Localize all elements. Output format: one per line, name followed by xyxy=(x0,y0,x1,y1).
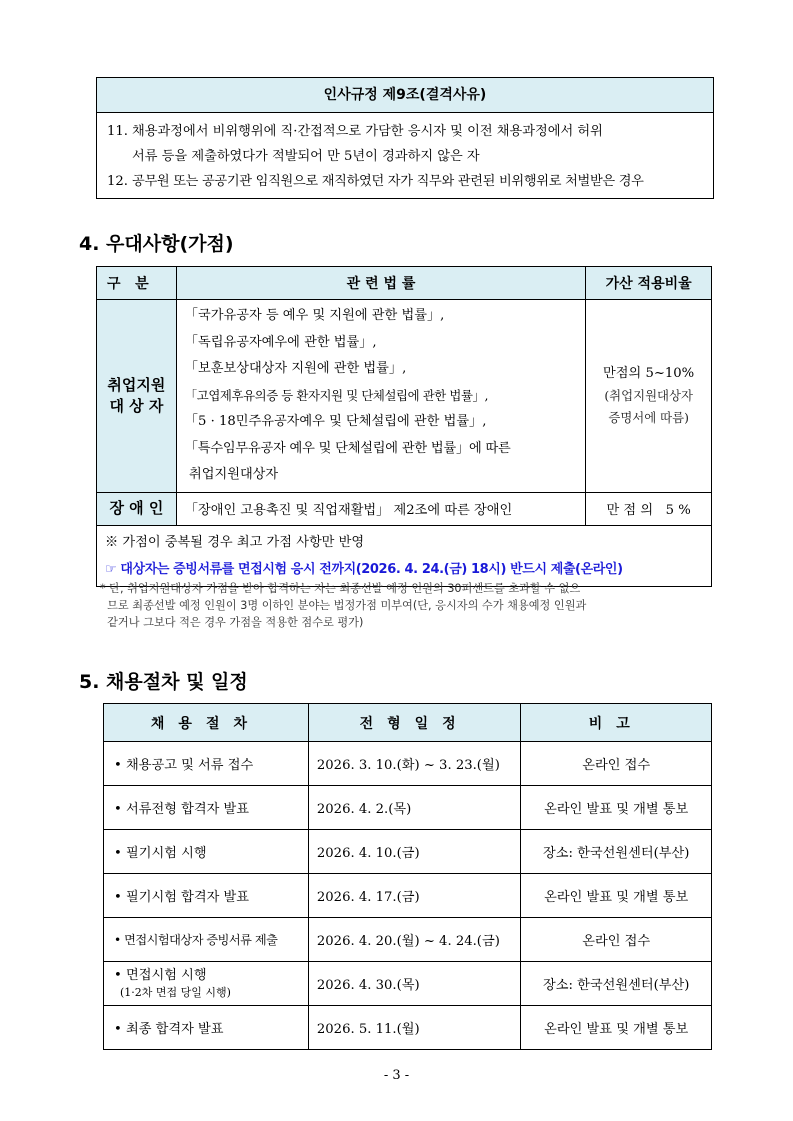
table-row: • 필기시험 합격자 발표 2026. 4. 17.(금) 온라인 발표 및 개별 통보 xyxy=(104,874,712,918)
header-date: 전형일정 xyxy=(308,704,521,742)
page-number: - 3 - xyxy=(383,1068,410,1083)
header-note: 비고 xyxy=(521,704,712,742)
section-title-schedule: 5. 채용절차 및 일정 xyxy=(79,671,248,693)
table-row: 취업지원 대 상 자 「국가유공자 등 예우 및 지원에 관한 법률」, 「독립유공자예우에 관한 법률」, 「보훈보상대상자 지원에 관한 법률」, 「고엽제후유의증 등 환자지원 및 단체설립에 관한 법률」, 「5 · 18민주유공자예우 및 단체설립에 관한 법률」, 「특수임무유공자 예우 및 단체설립에 관한 법률」에 따른 취업지원대상자 만점의 5~10% (취업지원대상자 증명서에 따름) xyxy=(97,300,712,493)
header-law: 관 련 법 률 xyxy=(176,267,585,300)
table-row: • 최종 합격자 발표 2026. 5. 11.(월) 온라인 발표 및 개별 통보 xyxy=(104,1006,712,1050)
table-row: 장 애 인 「장애인 고용촉진 및 직업재활법」 제2조에 따른 장애인 만 점 의 5 % xyxy=(97,492,712,525)
list-item: 12. 공무원 또는 공공기관 임직원으로 재직하였던 자가 직무와 관련된 비위행위로 처벌받은 경우 xyxy=(107,174,644,189)
footnote: * 단, 취업지원대상자 가점을 받아 합격하는 자는 최종선발 예정 인원의 30퍼센트를 초과할 수 없으 므로 최종선발 예정 인원이 3명 이하인 분야는 법정가점 미부여(단, 응시자의 수가 채용예정 인원과 같거나 그보다 적은 경우 가점을 적용한 점수로 평가) xyxy=(100,582,587,629)
table-row: • 필기시험 시행 2026. 4. 10.(금) 장소: 한국선원센터(부산) xyxy=(104,830,712,874)
list-item: 11. 채용과정에서 비위행위에 직·간접적으로 가담한 응시자 및 이전 채용과정에서 허위 서류 등을 제출하였다가 적발되어 만 5년이 경과하지 않은 자 xyxy=(107,124,603,164)
header-category: 구 분 xyxy=(97,267,177,300)
section-title-preferences: 4. 우대사항(가점) xyxy=(79,233,234,255)
header-step: 채용절차 xyxy=(104,704,309,742)
table-row: • 면접시험대상자 증빙서류 제출 2026. 4. 20.(월) ~ 4. 24.(금) 온라인 접수 xyxy=(104,918,712,962)
disqualification-title: 인사규정 제9조(결격사유) xyxy=(97,78,713,113)
disqualification-box xyxy=(96,77,714,199)
table-row: • 채용공고 및 서류 접수 2026. 3. 10.(화) ~ 3. 23.(월) 온라인 접수 xyxy=(104,742,712,786)
table-row: • 서류전형 합격자 발표 2026. 4. 2.(목) 온라인 발표 및 개별 통보 xyxy=(104,786,712,830)
schedule-table xyxy=(103,703,712,1050)
preferences-table xyxy=(96,266,712,587)
submission-note: ☞ 대상자는 증빙서류를 면접시험 응시 전까지(2026. 4. 24.(금) 18시) 반드시 제출(온라인) xyxy=(105,561,623,577)
table-row xyxy=(97,525,712,586)
duplicate-note: ※ 가점이 중복될 경우 최고 가점 사항만 반영 xyxy=(105,534,365,550)
header-rate: 가산 적용비율 xyxy=(586,267,712,300)
table-row: • 면접시험 시행 (1·2차 면접 당일 시행) 2026. 4. 30.(목) 장소: 한국선원센터(부산) xyxy=(104,962,712,1006)
